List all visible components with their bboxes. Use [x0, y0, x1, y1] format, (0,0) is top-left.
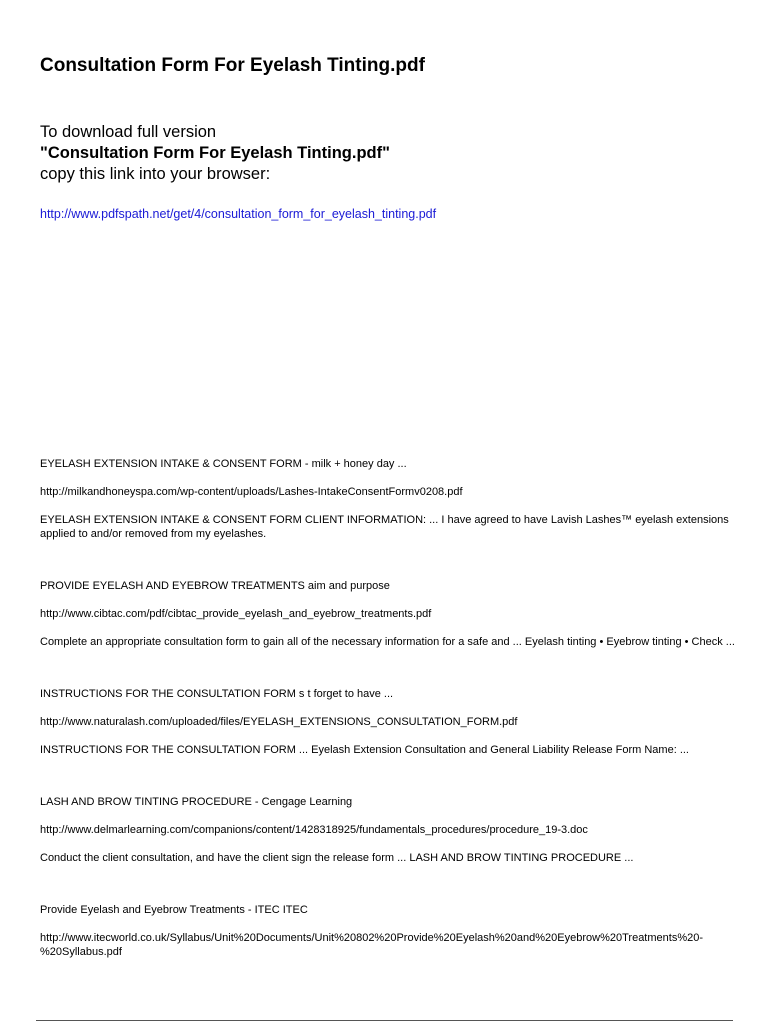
result-title: PROVIDE EYELASH AND EYEBROW TREATMENTS aim and purpose	[40, 580, 390, 592]
intro-line-2: "Consultation Form For Eyelash Tinting.pdf"	[40, 144, 390, 162]
result-description: INSTRUCTIONS FOR THE CONSULTATION FORM ... Eyelash Extension Consultation and General Liability Release Form Name: ...	[40, 744, 689, 756]
result-url[interactable]: http://www.itecworld.co.uk/Syllabus/Unit%20Documents/Unit%20802%20Provide%20Eyelash%20and%20Eyebrow%20Treatments%20-%20Syllabus.pdf	[40, 932, 703, 958]
result-description: Complete an appropriate consultation form to gain all of the necessary information for a safe and ... Eyelash tinting • Eyebrow tinting • Check ...	[40, 636, 735, 648]
result-url[interactable]: http://www.naturalash.com/uploaded/files/EYELASH_EXTENSIONS_CONSULTATION_FORM.pdf	[40, 716, 518, 728]
document-title: Consultation Form For Eyelash Tinting.pdf	[40, 55, 425, 76]
result-title: Provide Eyelash and Eyebrow Treatments - ITEC ITEC	[40, 904, 308, 916]
result-url[interactable]: http://www.delmarlearning.com/companions/content/1428318925/fundamentals_procedures/procedure_19-3.doc	[40, 824, 588, 836]
result-item	[40, 903, 745, 959]
result-url[interactable]: http://milkandhoneyspa.com/wp-content/uploads/Lashes-IntakeConsentFormv0208.pdf	[40, 486, 463, 498]
results-list	[40, 457, 745, 997]
result-item	[40, 579, 745, 649]
result-item	[40, 457, 745, 541]
result-item	[40, 795, 745, 865]
result-item	[40, 687, 745, 757]
intro-line-3: copy this link into your browser:	[40, 165, 271, 183]
result-title: EYELASH EXTENSION INTAKE & CONSENT FORM - milk + honey day ...	[40, 458, 407, 470]
result-title: INSTRUCTIONS FOR THE CONSULTATION FORM s t forget to have ...	[40, 688, 394, 700]
result-url[interactable]: http://www.cibtac.com/pdf/cibtac_provide_eyelash_and_eyebrow_treatments.pdf	[40, 608, 432, 620]
intro-line-1: To download full version	[40, 123, 217, 141]
result-description: Conduct the client consultation, and have the client sign the release form ... LASH AND BROW TINTING PROCEDURE ...	[40, 852, 634, 864]
result-title: LASH AND BROW TINTING PROCEDURE - Cengage Learning	[40, 796, 353, 808]
footer-divider	[36, 1020, 733, 1021]
result-description: EYELASH EXTENSION INTAKE & CONSENT FORM CLIENT INFORMATION: ... I have agreed to have Lavish Lashes™ eyelash extensions applied to and/or removed from my eyelashes.	[40, 514, 729, 540]
download-intro	[40, 122, 390, 185]
download-link[interactable]: http://www.pdfspath.net/get/4/consultation_form_for_eyelash_tinting.pdf	[40, 207, 437, 221]
